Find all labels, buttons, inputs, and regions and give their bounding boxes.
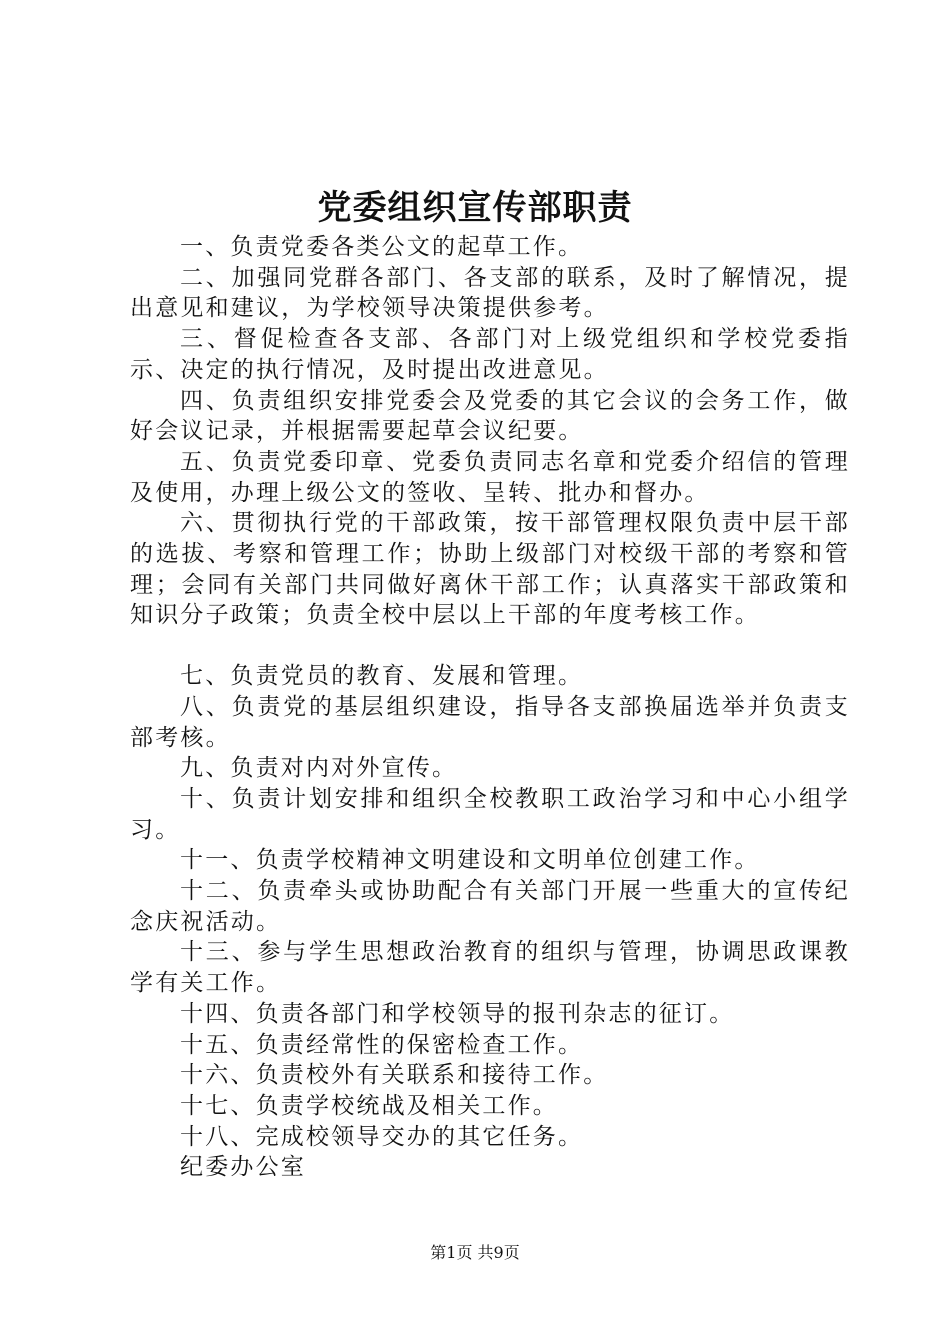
paragraph-14: 十四、负责各部门和学校领导的报刊杂志的征订。 <box>180 1000 735 1027</box>
paragraph-7: 七、负责党员的教育、发展和管理。 <box>180 663 584 690</box>
section-heading-discipline-office: 纪委办公室 <box>180 1154 306 1181</box>
paragraph-17: 十七、负责学校统战及相关工作。 <box>180 1092 558 1119</box>
paragraph-16: 十六、负责校外有关联系和接待工作。 <box>180 1062 609 1089</box>
paragraph-10: 十、负责计划安排和组织全校教职工政治学习和中心小组学习。 <box>130 785 850 843</box>
paragraph-4: 四、负责组织安排党委会及党委的其它会议的会务工作，做好会议记录，并根据需要起草会议纪要。 <box>130 387 850 445</box>
paragraph-15: 十五、负责经常性的保密检查工作。 <box>180 1031 584 1058</box>
paragraph-13: 十三、参与学生思想政治教育的组织与管理，协调思政课教学有关工作。 <box>130 939 850 997</box>
document-body <box>130 232 850 1183</box>
paragraph-2: 二、加强同党群各部门、各支部的联系，及时了解情况，提出意见和建议，为学校领导决策提供参考。 <box>130 264 850 322</box>
paragraph-8: 八、负责党的基层组织建设，指导各支部换届选举并负责支部考核。 <box>130 693 850 751</box>
document-title: 党委组织宣传部职责 <box>317 188 633 228</box>
paragraph-12: 十二、负责牵头或协助配合有关部门开展一些重大的宣传纪念庆祝活动。 <box>130 878 850 935</box>
paragraph-5: 五、负责党委印章、党委负责同志名章和党委介绍信的管理及使用，办理上级公文的签收、呈转、批办和督办。 <box>130 448 850 506</box>
page-indicator: 第1页 共9页 <box>430 1243 520 1262</box>
paragraph-11: 十一、负责学校精神文明建设和文明单位创建工作。 <box>180 847 760 874</box>
paragraph-9: 九、负责对内对外宣传。 <box>180 755 458 782</box>
paragraph-1: 一、负责党委各类公文的起草工作。 <box>180 234 584 260</box>
paragraph-18: 十八、完成校领导交办的其它任务。 <box>180 1123 584 1150</box>
paragraph-6: 六、贯彻执行党的干部政策，按干部管理权限负责中层干部的选拔、考察和管理工作；协助上级部门对校级干部的考察和管理；会同有关部门共同做好离休干部工作；认真落实干部政策和知识分子政策；负责全校中层以上干部的年度考核工作。 <box>130 510 850 629</box>
paragraph-3: 三、督促检查各支部、各部门对上级党组织和学校党委指示、决定的执行情况，及时提出改进意见。 <box>130 326 850 383</box>
